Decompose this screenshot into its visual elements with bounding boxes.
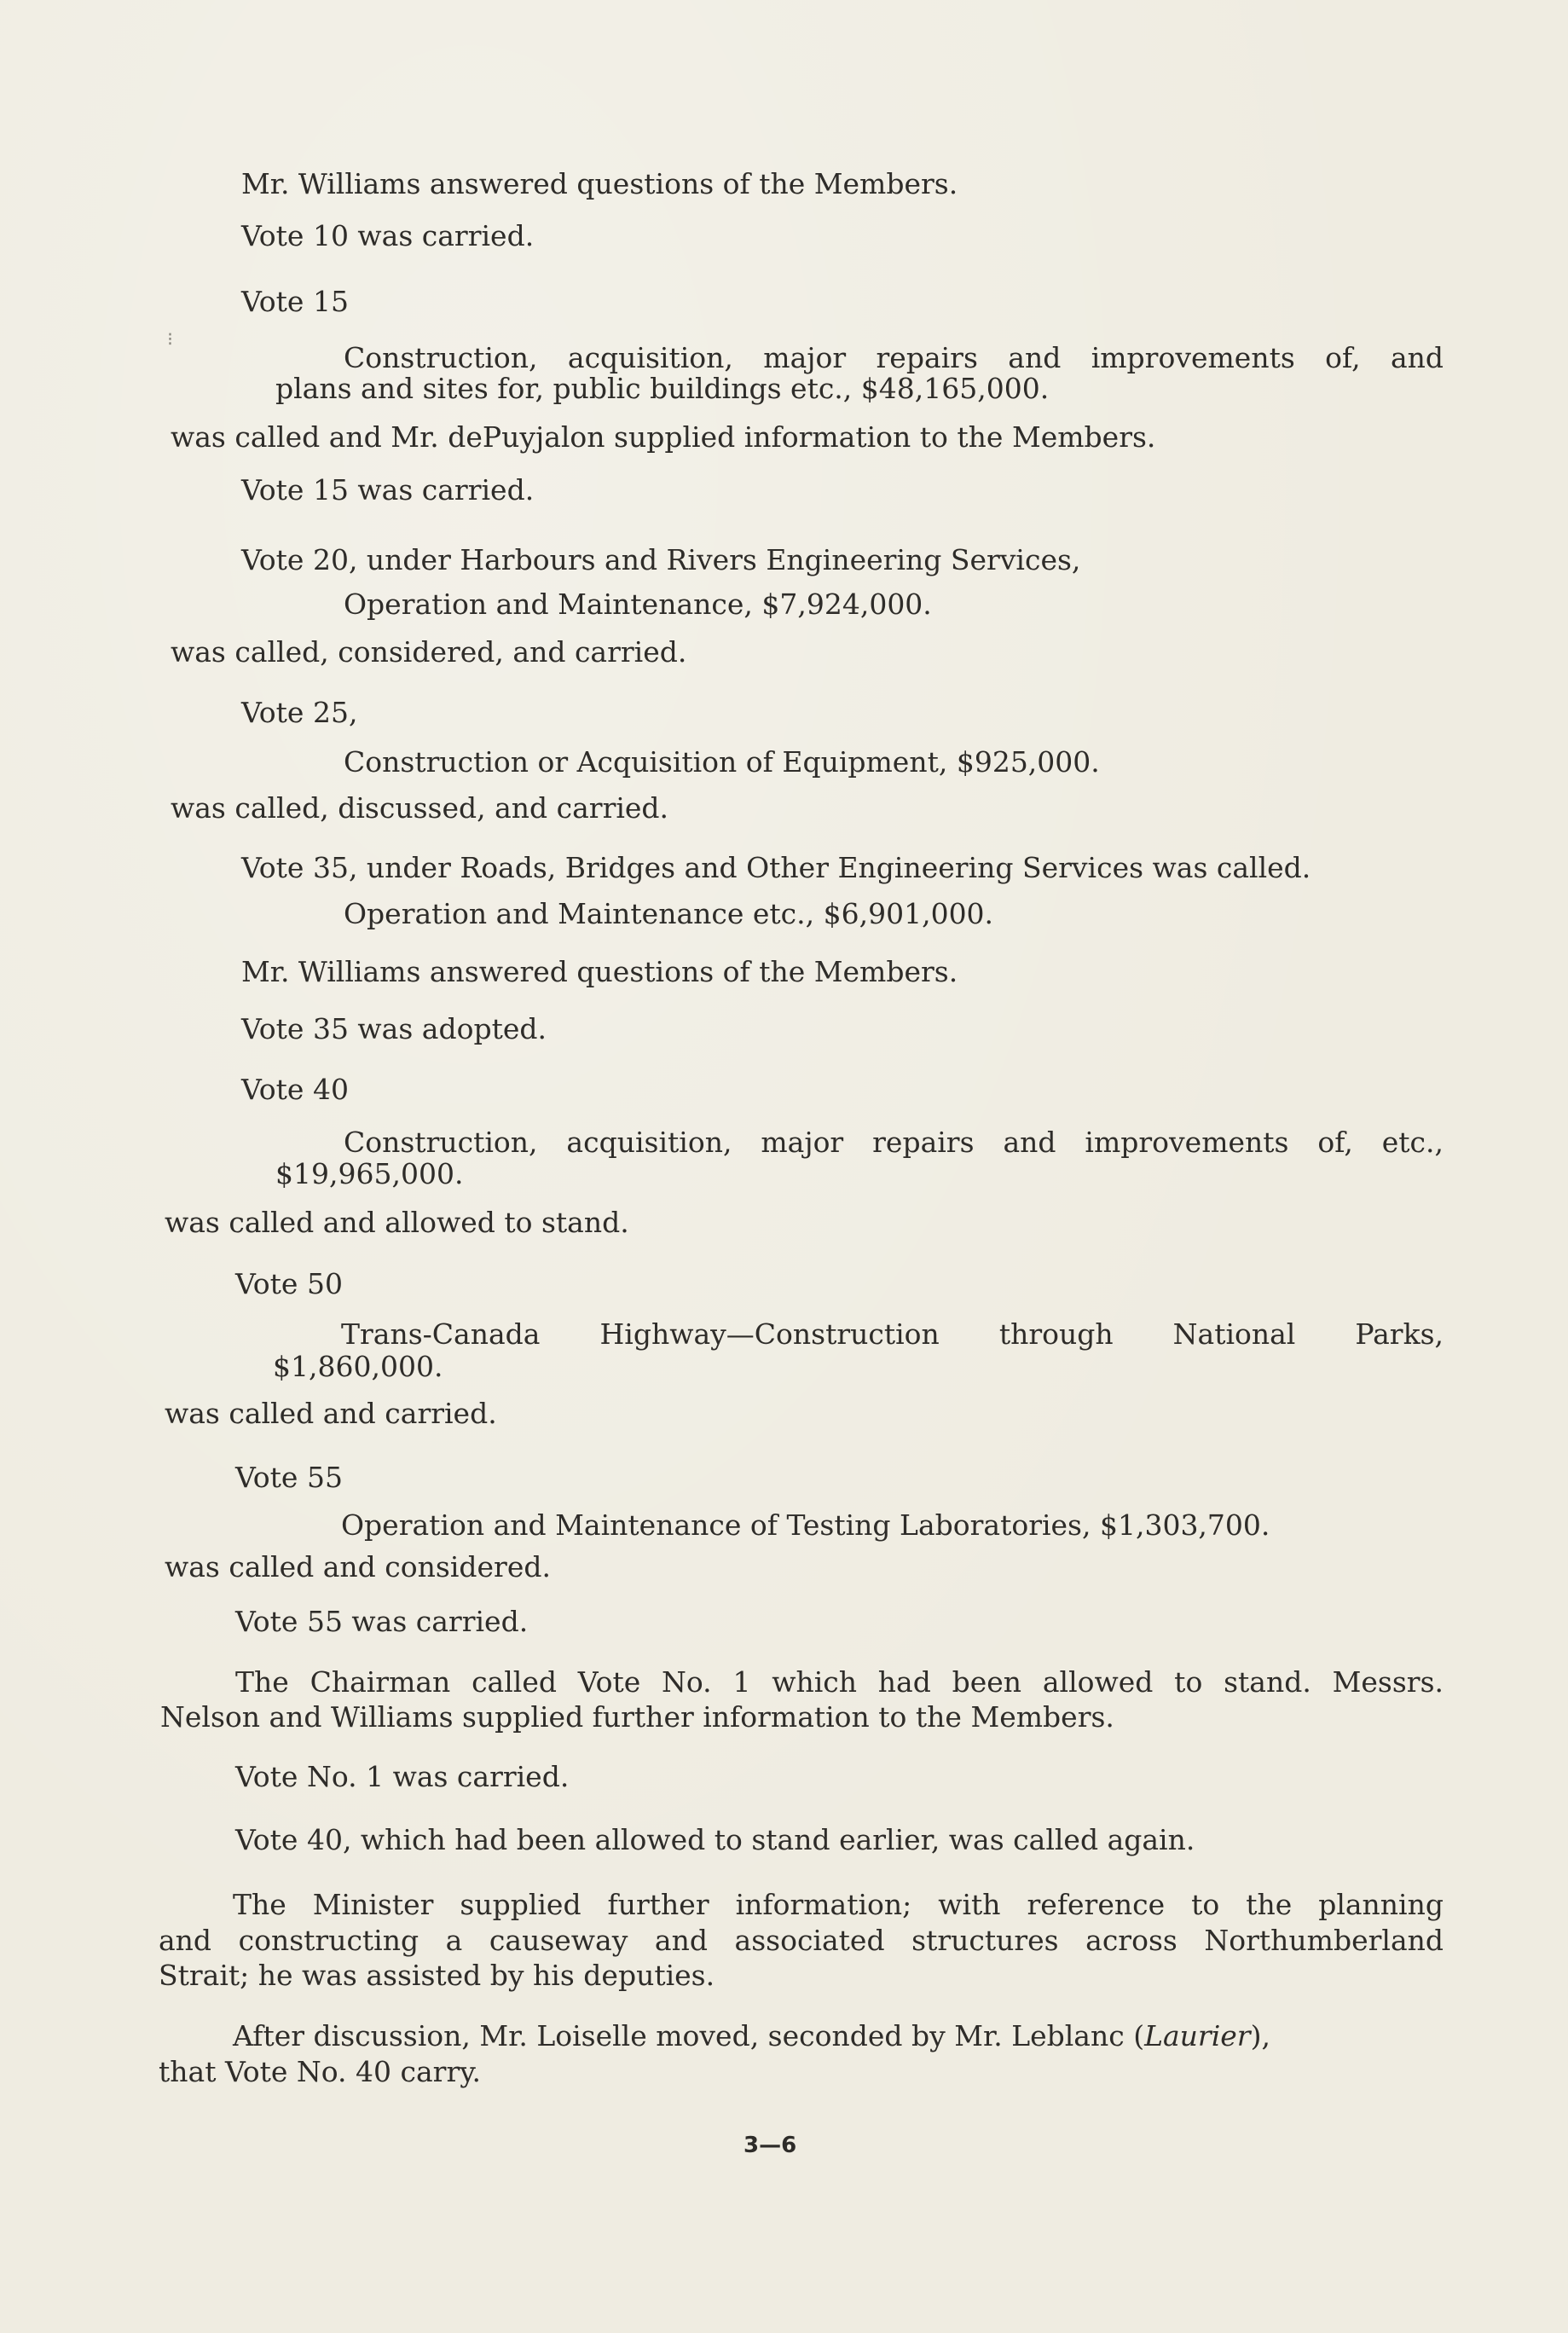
text-segment: ), (1250, 2019, 1270, 2052)
text-line: was called and allowed to stand. (165, 1206, 629, 1239)
italic-word: Laurier (1144, 2019, 1251, 2052)
text-segment: After discussion, Mr. Loiselle moved, seconded by Mr. Leblanc ( (233, 2019, 1145, 2052)
text-line: that Vote No. 40 carry. (159, 2055, 481, 2088)
text-line: Mr. Williams answered questions of the Members. (241, 167, 958, 200)
text-line: Vote 15 (241, 285, 349, 318)
text-line: Vote 50 (235, 1267, 343, 1300)
text-line: Vote 55 was carried. (235, 1605, 529, 1638)
text-line: Vote No. 1 was carried. (235, 1760, 570, 1793)
text-line: Construction or Acquisition of Equipment, $925,000. (344, 745, 1100, 779)
text-line: Vote 15 was carried. (241, 473, 535, 507)
text-line: $19,965,000. (275, 1157, 464, 1190)
text-line: Nelson and Williams supplied further information to the Members. (160, 1700, 1114, 1734)
text-line: plans and sites for, public buildings etc., $48,165,000. (275, 372, 1050, 405)
text-line: Construction, acquisition, major repairs and improvements of, etc., (344, 1126, 1444, 1159)
text-line: Operation and Maintenance, $7,924,000. (344, 588, 932, 621)
text-line: Vote 35, under Roads, Bridges and Other Engineering Services was called. (241, 851, 1311, 884)
text-line: was called, discussed, and carried. (171, 791, 669, 825)
text-line: Vote 35 was adopted. (241, 1012, 547, 1045)
text-line: and constructing a causeway and associated structures across Northumberland (159, 1924, 1444, 1957)
text-line: The Chairman called Vote No. 1 which had been allowed to stand. Messrs. (235, 1665, 1444, 1699)
text-line: was called and considered. (165, 1550, 551, 1583)
text-line: Vote 10 was carried. (241, 219, 535, 252)
text-line: Construction, acquisition, major repairs and improvements of, and (344, 341, 1444, 374)
text-line: was called and Mr. dePuyjalon supplied information to the Members. (171, 420, 1156, 454)
text-line: Trans-Canada Highway—Construction through National Parks, (341, 1317, 1444, 1351)
margin-mark: ⁝ (167, 329, 173, 350)
text-line: was called, considered, and carried. (171, 635, 687, 669)
text-line: Vote 40 (241, 1073, 349, 1106)
text-line: Operation and Maintenance of Testing Laboratories, $1,303,700. (341, 1508, 1270, 1542)
text-line: Operation and Maintenance etc., $6,901,000. (344, 897, 994, 930)
text-line (233, 2019, 1270, 2053)
text-line: Strait; he was assisted by his deputies. (159, 1959, 715, 1992)
text-line: $1,860,000. (273, 1350, 443, 1383)
text-line: The Minister supplied further information; with reference to the planning (233, 1888, 1444, 1921)
text-line: Mr. Williams answered questions of the Members. (241, 955, 958, 988)
text-line: was called and carried. (165, 1397, 497, 1430)
text-line: Vote 25, (241, 696, 358, 729)
text-line: Vote 55 (235, 1461, 343, 1494)
text-line: Vote 40, which had been allowed to stand earlier, was called again. (235, 1823, 1195, 1856)
text-line: Vote 20, under Harbours and Rivers Engineering Services, (241, 543, 1081, 576)
page-number: 3—6 (743, 2133, 797, 2158)
